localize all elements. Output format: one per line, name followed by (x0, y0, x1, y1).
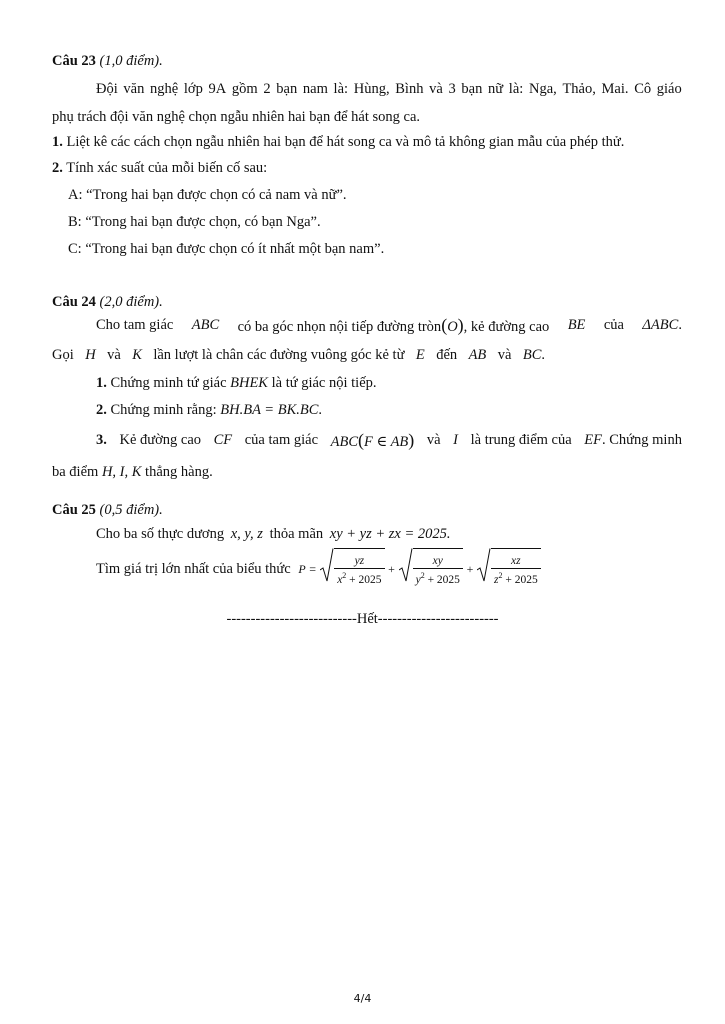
q23-intro-word: là: (333, 81, 349, 97)
q23-intro-line1 (96, 80, 682, 98)
q23-intro-word: bạn (276, 81, 298, 97)
q25-fraction-2: $\frac{xy}{y^2 + 2025}$ (413, 555, 463, 587)
q24-part2-text-a: Chứng minh rằng: (110, 402, 217, 418)
q23-intro-word: giáo (656, 81, 682, 97)
q23-intro-word: 3 (448, 81, 456, 97)
q24-l1-text-d: của (603, 317, 624, 333)
q23-intro-word: gồm (231, 81, 258, 97)
q25-line2 (96, 548, 541, 588)
q24-part3-text-c: và (426, 432, 441, 448)
q24-l1-abc: ABC (191, 317, 220, 333)
q23-intro-word: nữ (488, 81, 504, 97)
page-number: 4/4 (353, 992, 372, 1005)
q24-part3-number: 3. (96, 432, 107, 448)
q24-part3-text-b: của tam giác (244, 432, 319, 448)
q24-line2 (52, 346, 545, 364)
q24-part3-l2-text-a: ba điểm (52, 464, 99, 480)
q25-plus-2: + (466, 562, 474, 576)
q24-part3-points: H, I, K (101, 464, 142, 480)
q25-l1-text-b: thỏa mãn (269, 526, 324, 542)
q23-intro-word: nghệ (150, 81, 179, 97)
q24-part3-text-a: Kẻ đường cao (119, 432, 202, 448)
q24-part2-equation: BH.BA = BK.BC (220, 402, 319, 418)
q25-variables: x, y, z (230, 526, 263, 542)
q24-part2-period: . (318, 402, 323, 418)
q25-constraint: xy + yz + zx = 2025. (329, 526, 451, 542)
q23-item2-text: Tính xác suất của mỗi biến cố sau: (66, 160, 268, 176)
q24-l1-text-b: có ba góc nhọn nội tiếp đường tròn(O), kẻ đường cao (237, 315, 550, 335)
q24-part1-text-a: Chứng minh tứ giác (110, 375, 227, 391)
q24-label: Câu 24 (52, 294, 96, 310)
q24-part3-ef-group: EF. Chứng minh (584, 432, 682, 448)
q23-item1-text: Liệt kê các cách chọn ngẫu nhiên hai bạn để hát song ca và mô tả không gian mẫu của phép thử. (66, 134, 625, 150)
q24-heading (52, 293, 163, 311)
q24-l2-text-c: lần lượt là chân các đường vuông góc kẻ từ (153, 347, 405, 363)
q23-intro-word: 9A (208, 81, 227, 97)
q25-sqrt-term-3 (477, 548, 541, 590)
q24-line1 (96, 316, 682, 336)
q24-l2-text-b: và (107, 347, 121, 363)
q24-points: (2,0 điểm). (99, 294, 163, 310)
q23-item1 (52, 133, 624, 151)
q24-l2-k: K (132, 347, 142, 363)
q23-intro-word: Bình (395, 81, 424, 97)
q23-intro-word: Đội (96, 81, 118, 97)
q24-part2-number: 2. (96, 402, 107, 418)
q23-item2 (52, 159, 267, 177)
q23-intro-word: bạn (461, 81, 483, 97)
q23-intro-word: văn (123, 81, 145, 97)
q25-p-lhs: P = (298, 562, 317, 576)
q24-part1-number: 1. (96, 375, 107, 391)
q23-label: Câu 23 (52, 53, 96, 69)
q24-part3-line1 (96, 431, 682, 451)
q23-intro-word: nam (302, 81, 328, 97)
q24-l2-text-f: và (497, 347, 512, 363)
q24-part3-l2-text-b: thẳng hàng. (145, 464, 213, 480)
q23-heading (52, 52, 163, 70)
q24-l1-be: BE (567, 317, 586, 333)
q25-l1-text-a: Cho ba số thực dương (96, 526, 225, 542)
q24-l2-ab: AB (468, 347, 487, 363)
q23-intro-word: Cô (634, 81, 652, 97)
q24-l1-o: O (447, 319, 458, 335)
q25-label: Câu 25 (52, 502, 96, 518)
q25-heading (52, 501, 163, 519)
q24-part3-cf: CF (213, 432, 233, 448)
q24-part1 (96, 374, 377, 392)
q25-fraction-3: $\frac{xz}{z^2 + 2025}$ (491, 555, 541, 587)
q24-l2-text-d: đến (436, 347, 458, 363)
q23-event-b: B: “Trong hai bạn được chọn, có bạn Nga”. (68, 214, 321, 230)
q23-intro-word: 2 (263, 81, 271, 97)
q24-part3-line2 (52, 463, 213, 481)
q23-item1-number: 1. (52, 134, 63, 150)
q23-intro-word: Nga, (528, 81, 557, 97)
radical-sign-icon (399, 548, 413, 590)
q23-intro-line2: phụ trách đội văn nghệ chọn ngẫu nhiên hai bạn để hát song ca. (52, 109, 421, 125)
q23-intro-word: lớp (183, 81, 203, 97)
q23-event-c: C: “Trong hai bạn được chọn có ít nhất một bạn nam”. (68, 241, 385, 257)
q23-intro-word: Hùng, (353, 81, 390, 97)
q24-l2-bc-group: BC. (522, 347, 545, 363)
q24-part3-text-d: là trung điểm của (470, 432, 572, 448)
end-marker: ---------------------------Hết------------------------- (226, 611, 499, 627)
q24-l2-h: H (85, 347, 96, 363)
q25-l2-text: Tìm giá trị lớn nhất của biểu thức (96, 561, 291, 577)
q25-sqrt-term-1 (320, 548, 384, 590)
q25-sqrt-term-2 (399, 548, 463, 590)
radical-sign-icon (477, 548, 491, 590)
q24-part2 (96, 401, 322, 419)
q25-fraction-1: $\frac{yz}{x^2 + 2025}$ (334, 555, 384, 587)
q24-part3-i: I (453, 432, 459, 448)
q24-l2-e: E (415, 347, 425, 363)
q24-part1-bhek: BHEK (230, 375, 268, 391)
q25-points: (0,5 điểm). (99, 502, 163, 518)
q24-l2-text-a: Gọi (52, 347, 74, 363)
q24-part3-abc-condition: ABC(F ∈ AB) (330, 430, 415, 450)
q23-points: (1,0 điểm). (99, 53, 163, 69)
radical-sign-icon (320, 548, 334, 590)
q23-intro-word: là: (508, 81, 524, 97)
q24-part1-text-b: là tứ giác nội tiếp. (271, 375, 377, 391)
q25-line1 (96, 525, 451, 543)
q23-intro-word: và (429, 81, 443, 97)
q24-l1-text-a: Cho tam giác (96, 317, 174, 333)
q23-intro-word: Thảo, (562, 81, 596, 97)
q25-plus-1: + (388, 562, 395, 576)
q23-intro-word: Mai. (601, 81, 629, 97)
q24-l1-triangle: ΔABC. (642, 317, 682, 333)
q23-event-a: A: “Trong hai bạn được chọn có cả nam và nữ”. (68, 187, 347, 203)
q23-item2-number: 2. (52, 160, 63, 176)
